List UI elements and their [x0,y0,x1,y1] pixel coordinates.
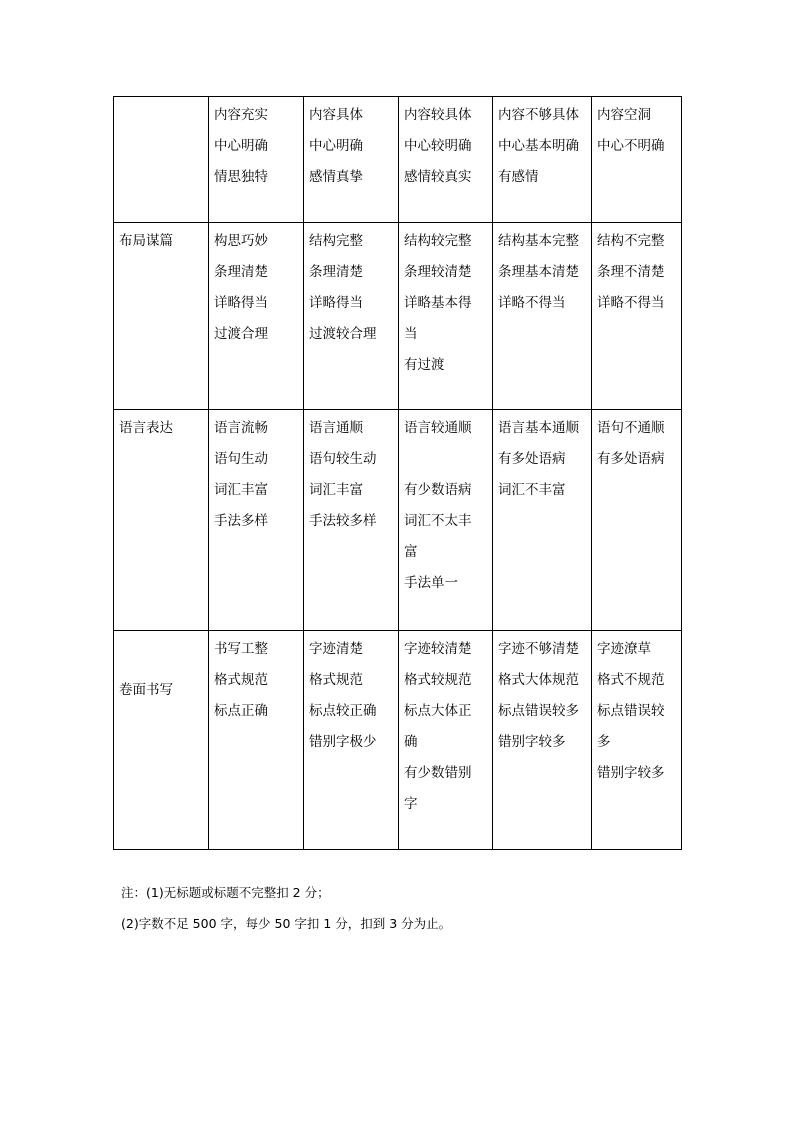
cell-line: 错别字较多 [498,734,566,750]
cell-line: 感情真挚 [309,169,363,185]
cell-line: 当 [404,326,418,342]
rubric-cell [592,97,682,223]
rubric-cell [209,410,304,631]
cell-line: 中心不明确 [597,138,665,154]
cell-line: 富 [404,544,418,560]
rubric-cell [493,223,592,410]
cell-line: 中心基本明确 [498,138,579,154]
cell-line: 结构不完整 [597,233,665,249]
rubric-cell [209,631,304,850]
cell-line: 词汇不太丰 [404,513,472,529]
rubric-cell [493,97,592,223]
cell-line: 词汇丰富 [309,482,363,498]
cell-line: 错别字较多 [597,765,665,781]
cell-line: 语言基本通顺 [498,420,579,436]
cell-line: 有感情 [498,169,539,185]
rubric-cell [209,97,304,223]
cell-line: 格式大体规范 [498,672,579,688]
cell-line: 语句生动 [214,451,268,467]
row-header-cell [114,97,209,223]
cell-line: 手法较多样 [309,513,377,529]
cell-line: 有少数错别 [404,765,472,781]
cell-line: 卷面书写 [119,682,173,698]
cell-line: 标点较正确 [309,703,377,719]
cell-line: 书写工整 [214,641,268,657]
rubric-cell [209,223,304,410]
cell-line: 语句较生动 [309,451,377,467]
cell-line: 内容空洞 [597,107,651,123]
row-header-cell: 语言表达 [114,410,209,631]
cell-line: 详略得当 [309,295,363,311]
rubric-cell [399,223,493,410]
cell-line: 语言流畅 [214,420,268,436]
cell-line: 过渡合理 [214,326,268,342]
scoring-notes [121,882,451,944]
cell-line: 确 [404,734,418,750]
cell-line: 语句不通顺 [597,420,665,436]
rubric-cell [592,410,682,631]
cell-line: 条理清楚 [214,264,268,280]
rubric-cell [592,223,682,410]
cell-line: 结构完整 [309,233,363,249]
rubric-cell [493,410,592,631]
cell-line: 情思独特 [214,169,268,185]
rubric-cell [304,223,399,410]
cell-line: 标点正确 [214,703,268,719]
cell-line: 字迹不够清楚 [498,641,579,657]
cell-line: 有少数语病 [404,482,472,498]
cell-line: 手法多样 [214,513,268,529]
cell-line: 有多处语病 [498,451,566,467]
cell-line: 有过渡 [404,357,445,373]
table-row [114,223,682,410]
rubric-cell [592,631,682,850]
rubric-cell [493,631,592,850]
table-row [114,410,682,631]
cell-line: 中心明确 [309,138,363,154]
cell-line: 详略不得当 [498,295,566,311]
cell-line: 多 [597,734,611,750]
cell-line: 构思巧妙 [214,233,268,249]
note-title-deduction: 注：(1)无标题或标题不完整扣 2 分； [121,885,330,900]
cell-line: 字迹潦草 [597,641,651,657]
cell-line: 词汇丰富 [214,482,268,498]
cell-line: 有多处语病 [597,451,665,467]
cell-line: 错别字极少 [309,734,377,750]
cell-line [404,444,492,475]
cell-line: 标点错误较多 [498,703,579,719]
rubric-cell [399,410,493,631]
cell-line: 条理清楚 [309,264,363,280]
cell-line: 内容具体 [309,107,363,123]
cell-line: 感情较真实 [404,169,472,185]
cell-line: 条理不清楚 [597,264,665,280]
row-header-cell [114,631,209,850]
cell-line: 内容不够具体 [498,107,579,123]
cell-line: 标点大体正 [404,703,472,719]
row-header-cell: 布局谋篇 [114,223,209,410]
rubric-cell [399,631,493,850]
cell-line: 格式不规范 [597,672,665,688]
rubric-cell [304,97,399,223]
cell-line: 格式较规范 [404,672,472,688]
cell-line: 格式规范 [214,672,268,688]
cell-line: 条理较清楚 [404,264,472,280]
cell-line: 手法单一 [404,575,458,591]
cell-line: 内容较具体 [404,107,472,123]
cell-line: 详略不得当 [597,295,665,311]
cell-line: 结构较完整 [404,233,472,249]
cell-line: 结构基本完整 [498,233,579,249]
cell-line: 中心较明确 [404,138,472,154]
rubric-cell [304,631,399,850]
cell-line: 字迹较清楚 [404,641,472,657]
cell-line: 详略基本得 [404,295,472,311]
cell-line: 词汇不丰富 [498,482,566,498]
cell-line: 内容充实 [214,107,268,123]
cell-line: 格式规范 [309,672,363,688]
cell-line: 详略得当 [214,295,268,311]
scoring-rubric-table [113,96,682,850]
table-row [114,631,682,850]
rubric-cell [399,97,493,223]
cell-line: 语言较通顺 [404,420,472,436]
cell-line: 语言通顺 [309,420,363,436]
cell-line: 字迹清楚 [309,641,363,657]
note-word-count-deduction: (2)字数不足 500 字，每少 50 字扣 1 分，扣到 3 分为止。 [121,916,452,931]
cell-line: 中心明确 [214,138,268,154]
table-row [114,97,682,223]
cell-line: 过渡较合理 [309,326,377,342]
cell-line: 标点错误较 [597,703,665,719]
cell-line: 字 [404,796,418,812]
cell-line: 条理基本清楚 [498,264,579,280]
rubric-cell [304,410,399,631]
